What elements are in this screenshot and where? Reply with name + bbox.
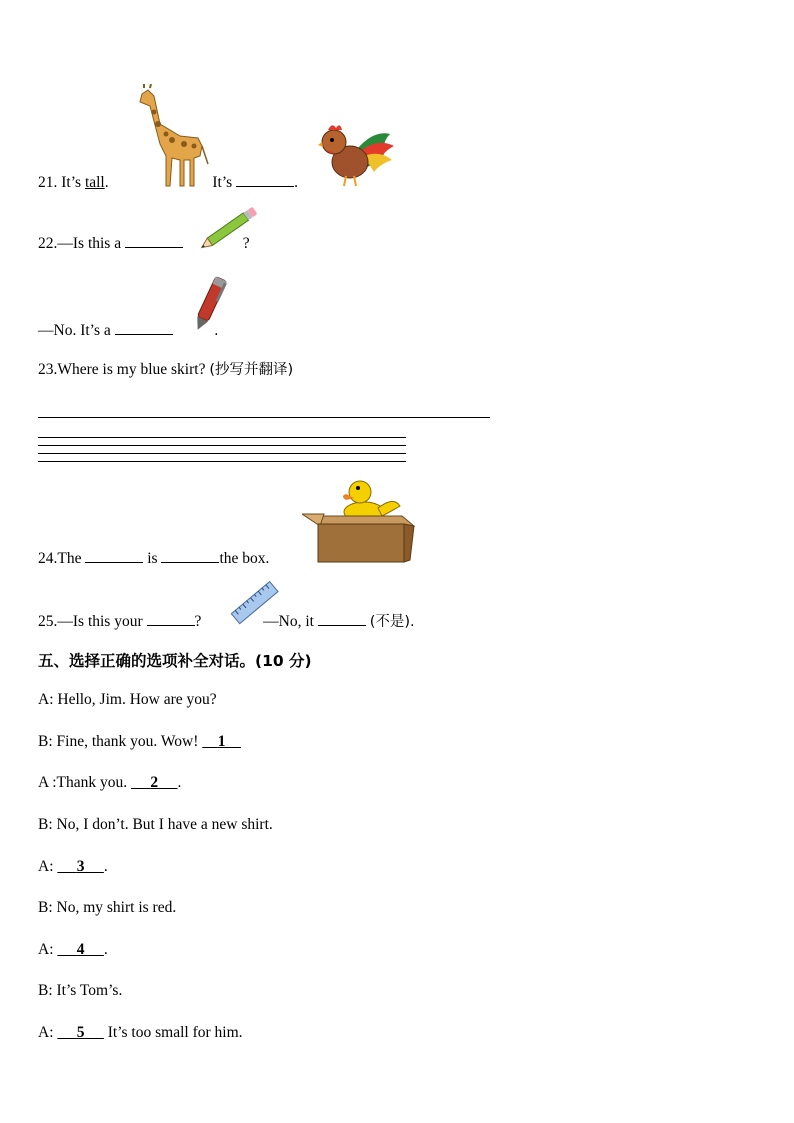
- text: .: [177, 774, 182, 791]
- text: —Is this a: [57, 235, 122, 252]
- text: It’s too small for him.: [107, 1024, 243, 1041]
- dialog-line-1: A: Hello, Jim. How are you?: [38, 691, 217, 708]
- text: B: Fine, thank you. Wow!: [38, 733, 199, 750]
- ruler-icon: [230, 580, 280, 626]
- writing-line[interactable]: [38, 461, 406, 462]
- text: It’s: [212, 174, 233, 191]
- answer-blank-5[interactable]: [57, 1024, 104, 1041]
- text: (抄写并翻译): [209, 362, 294, 378]
- answer-blank[interactable]: [115, 320, 173, 335]
- blank-number: 2: [150, 774, 159, 791]
- text: It’s: [61, 174, 82, 191]
- text: .: [214, 322, 219, 339]
- blank-number: 5: [76, 1024, 85, 1041]
- text: —Is this your: [57, 613, 143, 630]
- answer-blank[interactable]: [147, 611, 195, 626]
- answer-blank-1[interactable]: [202, 733, 241, 750]
- question-23: [38, 358, 293, 379]
- answer-blank[interactable]: [85, 548, 143, 563]
- answer-blank[interactable]: [161, 548, 219, 563]
- text: .: [103, 941, 108, 958]
- question-number: 22.: [38, 235, 58, 252]
- dialog-line-6: B: No, my shirt is red.: [38, 899, 177, 916]
- writing-line[interactable]: [38, 453, 406, 454]
- giraffe-icon: [128, 84, 210, 188]
- text: —No, it: [263, 613, 314, 630]
- text: (不是).: [369, 614, 415, 630]
- rooster-icon: [318, 120, 396, 188]
- blank-number: 1: [217, 733, 226, 750]
- answer-blank[interactable]: [125, 233, 183, 248]
- duck-icon: [302, 478, 418, 564]
- answer-blank-2[interactable]: [131, 774, 178, 791]
- answer-blank[interactable]: [318, 611, 366, 626]
- question-number: 23.: [38, 361, 58, 378]
- pen-icon: [186, 270, 232, 336]
- example-word: tall: [84, 174, 105, 191]
- text: ?: [242, 235, 250, 252]
- dialog-line-8: B: It’s Tom’s.: [38, 982, 123, 999]
- text: Where is my blue skirt?: [57, 361, 206, 378]
- text: .: [294, 174, 298, 191]
- question-25: [38, 610, 415, 631]
- question-number: 21.: [38, 174, 58, 191]
- text: The: [57, 550, 82, 567]
- writing-line[interactable]: [38, 437, 406, 438]
- dialog-line-9: [38, 1024, 243, 1042]
- blank-number: 4: [76, 941, 85, 958]
- dialog-line-7: [38, 941, 108, 959]
- text: is: [147, 550, 158, 567]
- writing-line[interactable]: [38, 445, 406, 446]
- question-24: [38, 548, 269, 568]
- answer-blank-4[interactable]: [57, 941, 104, 958]
- dialog-line-2: [38, 733, 241, 751]
- answer-blank-3[interactable]: [57, 858, 104, 875]
- dialog-line-5: [38, 858, 108, 876]
- pencil-icon: [196, 206, 262, 252]
- text: the box.: [219, 550, 270, 567]
- writing-line[interactable]: [38, 417, 490, 418]
- section-5-title: 五、选择正确的选项补全对话。(10 分): [38, 652, 312, 670]
- blank-number: 3: [76, 858, 85, 875]
- dialog-line-4: B: No, I don’t. But I have a new shirt.: [38, 816, 273, 833]
- text: A:: [38, 1024, 54, 1041]
- text: A:: [38, 858, 54, 875]
- text: .: [103, 858, 108, 875]
- question-number: 25.: [38, 613, 58, 630]
- text: —No. It’s a: [38, 322, 111, 339]
- question-number: 24.: [38, 550, 58, 567]
- answer-blank[interactable]: [236, 172, 294, 187]
- dialog-line-3: [38, 774, 181, 792]
- text: A:: [38, 941, 54, 958]
- text: A :Thank you.: [38, 774, 128, 791]
- text: .: [104, 174, 109, 191]
- text: ?: [194, 613, 202, 630]
